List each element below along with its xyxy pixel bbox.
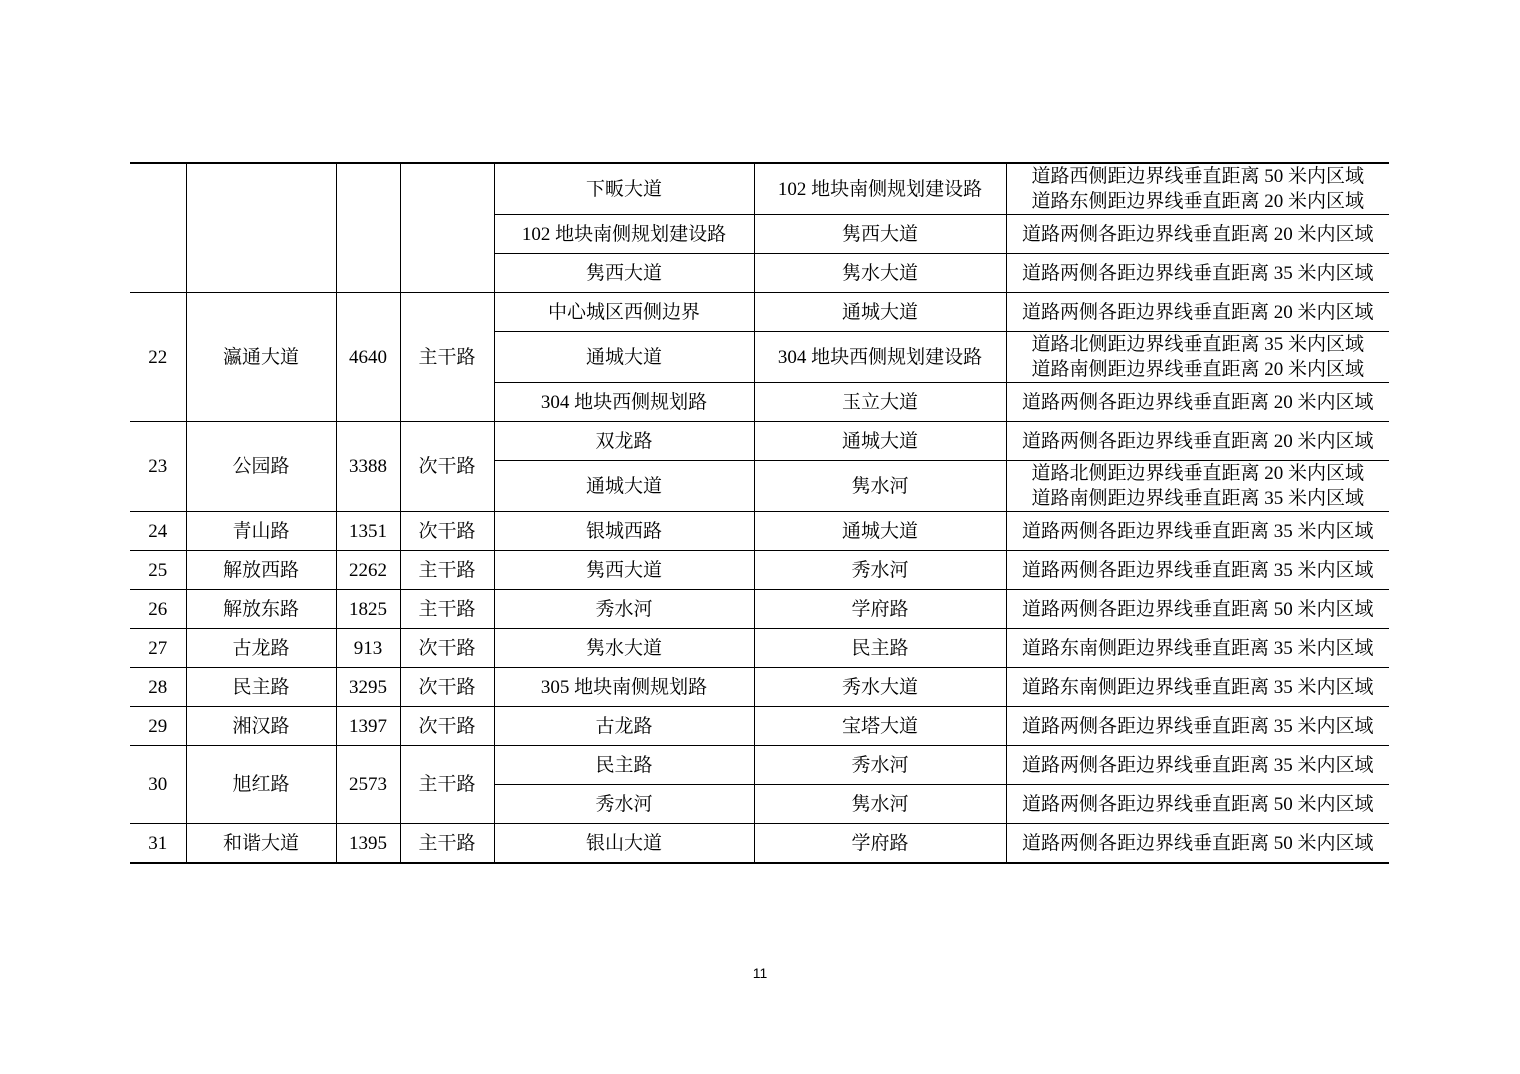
- table-row: [130, 707, 1389, 746]
- cell-no: 24: [130, 512, 186, 551]
- cell-scope: 道路两侧各距边界线垂直距离 50 米内区域: [1006, 590, 1389, 629]
- cell-seg-from: 隽西大道: [494, 254, 754, 293]
- cell-grade: 次干路: [400, 629, 494, 668]
- cell-seg-to: 102 地块南侧规划建设路: [754, 163, 1006, 215]
- cell-no: 23: [130, 422, 186, 512]
- table-row: [130, 629, 1389, 668]
- cell-seg-to: 秀水大道: [754, 668, 1006, 707]
- cell-road-name: 古龙路: [186, 629, 336, 668]
- cell-scope: 道路两侧各距边界线垂直距离 35 米内区域: [1006, 512, 1389, 551]
- cell-scope: [1006, 163, 1389, 215]
- cell-seg-from: 305 地块南侧规划路: [494, 668, 754, 707]
- cell-length: [336, 163, 400, 293]
- cell-scope: 道路东南侧距边界线垂直距离 35 米内区域: [1006, 629, 1389, 668]
- cell-length: 1825: [336, 590, 400, 629]
- cell-scope: 道路两侧各距边界线垂直距离 35 米内区域: [1006, 254, 1389, 293]
- cell-grade: 次干路: [400, 422, 494, 512]
- table-row: [130, 422, 1389, 461]
- table-row: [130, 824, 1389, 864]
- cell-no: 27: [130, 629, 186, 668]
- cell-grade: 主干路: [400, 293, 494, 422]
- cell-scope: 道路两侧各距边界线垂直距离 35 米内区域: [1006, 551, 1389, 590]
- table-row: [130, 512, 1389, 551]
- cell-seg-from: 银山大道: [494, 824, 754, 864]
- cell-scope: 道路两侧各距边界线垂直距离 35 米内区域: [1006, 707, 1389, 746]
- cell-seg-from: 隽水大道: [494, 629, 754, 668]
- cell-seg-to: 民主路: [754, 629, 1006, 668]
- scope-line: 道路北侧距边界线垂直距离 35 米内区域: [1031, 334, 1364, 355]
- cell-seg-from: 下畈大道: [494, 163, 754, 215]
- cell-scope: [1006, 461, 1389, 512]
- page-number: 11: [752, 965, 768, 981]
- cell-road-name: 瀛通大道: [186, 293, 336, 422]
- cell-road-name: 湘汉路: [186, 707, 336, 746]
- table-row: [130, 551, 1389, 590]
- scope-line: 道路北侧距边界线垂直距离 20 米内区域: [1031, 463, 1364, 484]
- cell-seg-from: 102 地块南侧规划建设路: [494, 215, 754, 254]
- cell-seg-from: 中心城区西侧边界: [494, 293, 754, 332]
- cell-seg-from: 民主路: [494, 746, 754, 785]
- cell-no: 28: [130, 668, 186, 707]
- cell-seg-to: 宝塔大道: [754, 707, 1006, 746]
- cell-seg-to: 秀水河: [754, 746, 1006, 785]
- cell-grade: 主干路: [400, 746, 494, 824]
- cell-scope: 道路两侧各距边界线垂直距离 20 米内区域: [1006, 383, 1389, 422]
- cell-seg-to: 304 地块西侧规划建设路: [754, 332, 1006, 383]
- cell-seg-from: 通城大道: [494, 461, 754, 512]
- cell-length: 2573: [336, 746, 400, 824]
- cell-length: 1351: [336, 512, 400, 551]
- cell-length: 3388: [336, 422, 400, 512]
- cell-seg-to: 学府路: [754, 824, 1006, 864]
- cell-seg-to: 隽水河: [754, 461, 1006, 512]
- cell-length: 913: [336, 629, 400, 668]
- table-row: [130, 668, 1389, 707]
- cell-seg-to: 通城大道: [754, 422, 1006, 461]
- scope-line: 道路南侧距边界线垂直距离 35 米内区域: [1031, 488, 1364, 509]
- cell-no: [130, 163, 186, 293]
- cell-length: 1397: [336, 707, 400, 746]
- table-row: [130, 163, 1389, 215]
- cell-length: 1395: [336, 824, 400, 864]
- table-row: [130, 590, 1389, 629]
- scope-line: 道路西侧距边界线垂直距离 50 米内区域: [1031, 166, 1364, 187]
- cell-seg-to: 通城大道: [754, 293, 1006, 332]
- cell-seg-to: 通城大道: [754, 512, 1006, 551]
- table-row: [130, 746, 1389, 785]
- cell-grade: [400, 163, 494, 293]
- cell-seg-from: 双龙路: [494, 422, 754, 461]
- cell-road-name: 和谐大道: [186, 824, 336, 864]
- cell-grade: 主干路: [400, 824, 494, 864]
- cell-seg-from: 隽西大道: [494, 551, 754, 590]
- cell-length: 4640: [336, 293, 400, 422]
- cell-scope: 道路两侧各距边界线垂直距离 50 米内区域: [1006, 824, 1389, 864]
- cell-road-name: 解放西路: [186, 551, 336, 590]
- cell-length: 2262: [336, 551, 400, 590]
- cell-no: 22: [130, 293, 186, 422]
- cell-grade: 主干路: [400, 551, 494, 590]
- cell-scope: 道路两侧各距边界线垂直距离 35 米内区域: [1006, 746, 1389, 785]
- cell-road-name: [186, 163, 336, 293]
- scope-line: 道路东侧距边界线垂直距离 20 米内区域: [1031, 191, 1364, 212]
- cell-length: 3295: [336, 668, 400, 707]
- cell-no: 29: [130, 707, 186, 746]
- cell-seg-from: 古龙路: [494, 707, 754, 746]
- cell-seg-from: 304 地块西侧规划路: [494, 383, 754, 422]
- cell-seg-to: 隽水大道: [754, 254, 1006, 293]
- cell-grade: 次干路: [400, 707, 494, 746]
- cell-seg-to: 秀水河: [754, 551, 1006, 590]
- cell-no: 26: [130, 590, 186, 629]
- cell-grade: 主干路: [400, 590, 494, 629]
- cell-seg-from: 秀水河: [494, 590, 754, 629]
- cell-scope: 道路东南侧距边界线垂直距离 35 米内区域: [1006, 668, 1389, 707]
- cell-seg-from: 秀水河: [494, 785, 754, 824]
- cell-seg-to: 学府路: [754, 590, 1006, 629]
- cell-no: 30: [130, 746, 186, 824]
- cell-seg-to: 隽水河: [754, 785, 1006, 824]
- cell-scope: 道路两侧各距边界线垂直距离 20 米内区域: [1006, 422, 1389, 461]
- road-protection-table: [130, 162, 1389, 864]
- table-row: [130, 293, 1389, 332]
- cell-road-name: 青山路: [186, 512, 336, 551]
- cell-seg-from: 银城西路: [494, 512, 754, 551]
- cell-scope: [1006, 332, 1389, 383]
- scope-line: 道路南侧距边界线垂直距离 20 米内区域: [1031, 359, 1364, 380]
- cell-no: 31: [130, 824, 186, 864]
- cell-scope: 道路两侧各距边界线垂直距离 20 米内区域: [1006, 293, 1389, 332]
- cell-seg-from: 通城大道: [494, 332, 754, 383]
- cell-road-name: 旭红路: [186, 746, 336, 824]
- cell-road-name: 公园路: [186, 422, 336, 512]
- cell-road-name: 解放东路: [186, 590, 336, 629]
- cell-grade: 次干路: [400, 668, 494, 707]
- cell-seg-to: 隽西大道: [754, 215, 1006, 254]
- cell-road-name: 民主路: [186, 668, 336, 707]
- cell-grade: 次干路: [400, 512, 494, 551]
- cell-no: 25: [130, 551, 186, 590]
- cell-scope: 道路两侧各距边界线垂直距离 20 米内区域: [1006, 215, 1389, 254]
- cell-seg-to: 玉立大道: [754, 383, 1006, 422]
- cell-scope: 道路两侧各距边界线垂直距离 50 米内区域: [1006, 785, 1389, 824]
